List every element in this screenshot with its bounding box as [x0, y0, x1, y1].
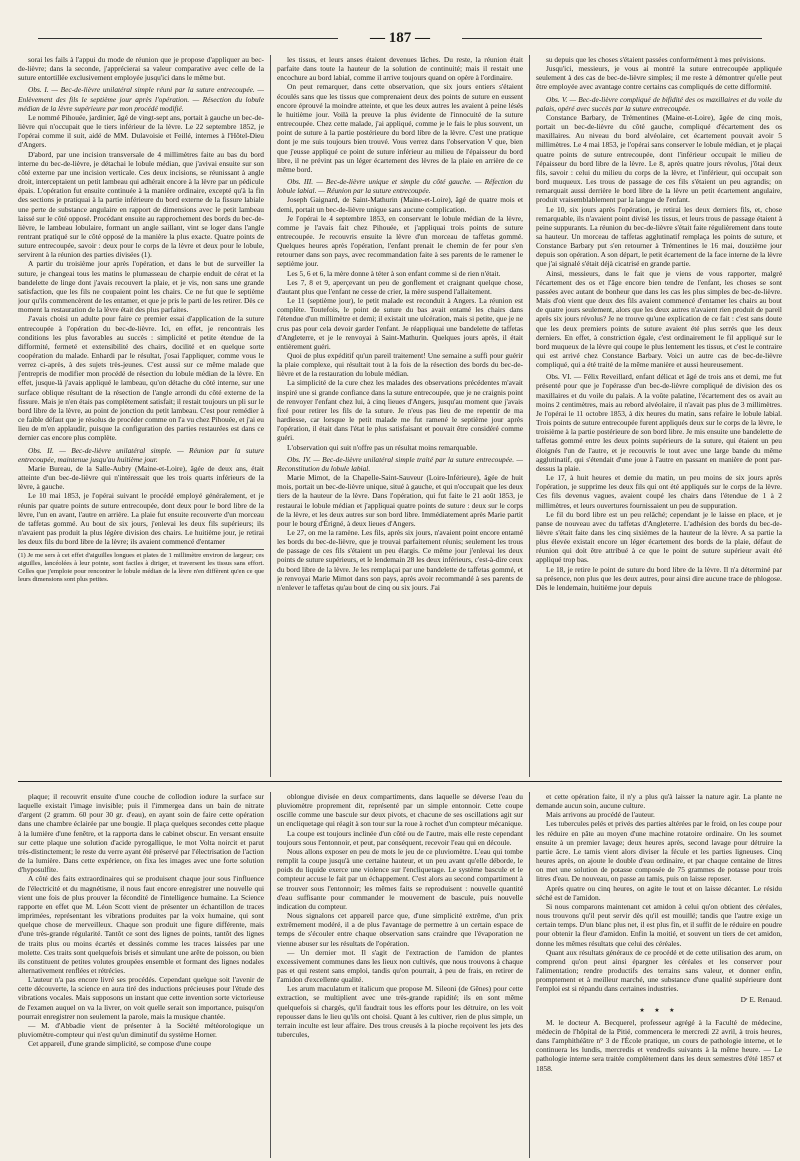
- paragraph: Quoi de plus expéditif qu'un pareil traitement! Une semaine a suffi pour guérir la plaie complexe, qui résultait tout à la fois de la résection des bords du bec-de-lièvre et de la restauration du lobule médian.: [277, 351, 523, 379]
- paragraph: Les tubercules pelés et privés des parties altérées par le froid, on les coupe pour les réduire en pâte au moyen d'une machine rotatoire ordinaire. On les soumet ensuite à un premier lavage; deux heures après, second lavage pour détruire la partie âcre. Le tamis vient alors diviser la fécule et les parties ligneuses. Cinq heures après, on ajoute le double d'eau ordinaire, et par chaque centaine de litres on met une solution de potasse composée de 75 grammes de potasse pour trois litres d'eau. De nouveau, on passe au tamis, puis on laisse reposer.: [536, 819, 782, 884]
- paragraph: La simplicité de la cure chez les malades des observations précédentes m'avait inspiré une si grande confiance dans la suture entrecoupée, que je ne craignis point de renvoyer l'enfant chez lui, à cinq lieues d'Angers, jusqu'au moment que j'avais fixé pour retirer les fils de la suture. Je n'eus pas lieu de me repentir de ma hardiesse, car lorsque le petit malade me fut ramené le septième jour après l'opération, il était dans l'état le plus satisfaisant et pouvait être considéré comme guéri.: [277, 378, 523, 443]
- lower-section: [18, 792, 782, 1158]
- paragraph: On peut remarquer, dans cette observation, que six jours entiers s'étaient écoulés sans que les tissus que comprenaient deux des points de suture en eussent encore éprouvé la moindre atteinte, et que les deux autres les avaient à peine lésés le huitième jour. Voilà la preuve la plus évidente de l'innocuité de la suture entrecoupée. Chez cette malade, j'ai appliqué, comme je le fais le plus souvent, un point de suture à la partie postérieure du bord libre de la lèvre. C'est une pratique dont je me suis toujours bien trouvé. Vous verrez dans l'observation V que, bien que j'eusse appliqué ce point de suture inférieur au milieu de l'épaisseur du bord libre, il ne prévint pas un léger écartement des lèvres de la plaie en arrière de ce même bord.: [277, 82, 523, 174]
- upper-column-3: [536, 55, 782, 777]
- column-divider: [529, 55, 536, 777]
- paragraph: Marie Bureau, de la Salle-Aubry (Maine-et-Loire), âgée de deux ans, était atteinte d'un bec-de-lièvre qui n'intéressait que les trois quarts inférieurs de la lèvre, à gauche.: [18, 463, 264, 492]
- paragraph: Ainsi, messieurs, dans le fait que je viens de vous rapporter, malgré l'écartement des os et l'âge encore bien tendre de l'enfant, les choses se sont passées avec autant de bonheur que dans les cas les plus simples de bec-de-lièvre. Mais d'où vient que deux des fils avaient commencé d'entamer les chairs au bout de quatre jours seulement, alors que les deux autres n'avaient rien produit de pareil après six jours révolus? Je ne trouve qu'une explication de ce fait : c'est sans doute que les deux premiers points de suture avaient été plus serrés que les deux derniers. En effet, à constriction égale, c'est ordinairement le fil appliqué sur le bord muqueux de la lèvre qui coupe le plus lentement les tissus, et c'est le contraire qui est arrivé chez Constance Barbary. Voici un autre cas de bec-de-lièvre compliqué, qui a été traité de la même manière et aussi heureusement.: [536, 268, 782, 370]
- paragraph: su depuis que les choses s'étaient passées conformément à mes prévisions.: [546, 55, 766, 64]
- paragraph: et cette opération faite, il n'y a plus qu'à laisser la nature agir. La plante ne demande aucun soin, aucune culture.: [536, 792, 782, 811]
- lower-column-1: [18, 792, 264, 1158]
- lower-column-2: [277, 792, 523, 1158]
- paragraph: — Un dernier mot. Il s'agit de l'extraction de l'amidon de plantes excessivement communes dans les lieux non cultivés, que nous trouvons à chaque pas et qui restent sans emploi, tandis qu'on pourrait, à peu de frais, en retirer de l'amidon d'excellente qualité.: [277, 947, 523, 985]
- paragraph: Les 7, 8 et 9, aperçevant un peu de gonflement et craignant quelque chose, d'autant plus que l'enfant ne cesse de crier, la mère suspend l'allaitement.: [277, 277, 523, 296]
- paragraph: Jusqu'ici, messieurs, je vous ai montré la suture entrecoupée appliquée seulement à des cas de bec-de-lièvre simples; il me reste à démontrer qu'elle peut être employée avec avantage contre certains cas compliqués de cette difformité.: [536, 64, 782, 92]
- observation-heading: Obs. II. — Bec-de-lièvre unilatéral simple. — Réunion par la suture entrecoupée, maintenue jusqu'au huitième jour.: [18, 445, 264, 464]
- paragraph: Marie Mimot, de la Chapelle-Saint-Sauveur (Loire-Inférieure), âgée de huit mois, portait un bec-de-lièvre unique, situé à gauche, et qui n'occupait que les deux tiers de la hauteur de la lèvre. Dans l'opération, qui fut faite le 21 août 1853, je restaurai le lobule médian et j'appliquai quatre points de suture : deux sur le corps de la lèvre, et les deux autres sur son bord libre. Immédiatement après Marie partit pour le bourg d'Érigné, à deux lieues d'Angers.: [277, 473, 523, 528]
- paragraph: M. le docteur A. Becquerel, professeur agrégé à la Faculté de médecine, médecin de l'hôpital de la Pitié, commencera le mercredi 22 avril, à trois heures, dans l'amphithéâtre n° 3 de l'École pratique, un cours de pathologie interne, et le continuera les lundis, mercredis et vendredis suivants à la même heure. — Le pathologie interne sera traitée complètement dans les deux semestres d'été 1857 et 1858.: [536, 1017, 782, 1073]
- paragraph: J'avais choisi un adulte pour faire ce premier essai d'application de la suture entrecoupée à l'opération du bec-de-lièvre. Ici, en effet, je rencontrais les conditions les plus favorables au succès : simplicité et petite étendue de la difformité, fermeté et extensibilité des chairs, docilité et en quelque sorte coopération du malade. Enhardi par le résultat, j'osai l'appliquer, comme vous le verrez ci-après, à des sujets très-jeunes. C'est aussi sur ce même malade que j'entrepris de modifier mon procédé de résection du lobule médian de la lèvre. En effet, jusque-là j'avais appliqué le lambeau, qu'on détache du côté interne, sur une surface oblique résultant de la résection de l'angle arrondi du côté externe de la fissure. Mais je n'en étais pas complètement satisfait; il restait toujours un pli sur le bord libre de la lèvre, au point de jonction du petit lambeau. C'est pour remédier à ce faible défaut que je résolus de procéder comme on l'a vu chez Pihouée, et j'ai eu lieu de m'en applaudir, puisque la configuration des parties restaurées est dans ce dernier cas encore plus complète.: [18, 314, 264, 443]
- paragraph: Le 11 (septième jour), le petit malade est reconduit à Angers. La réunion est complète. Toutefois, le point de suture du bas avait entamé les chairs dans l'étendue d'un millimètre et demi; il existait une ulcération, mais si petite, que je ne crus pas pour cela devoir garder l'enfant. Je réappliquai une bandelette de taffetas d'Angleterre, et je le renvoyai à Saint-Mathurin. Quelques jours après, il était entièrement guéri.: [277, 296, 523, 351]
- paragraph: Le 27, on me la ramène. Les fils, après six jours, n'avaient point encore entamé les bords du bec-de-lièvre, que je trouvai parfaitement réunis; seulement les trous de passage de ces fils s'étaient un peu élargis. Ce même jour j'enlevai les deux points de suture supérieurs, et le lendemain 28 les deux inférieurs, c'est-à-dire ceux du bord libre de la lèvre. Je les remplaçai par une bandelette de taffetas gommé, et je renvoyai Marie Mimot dans son pays, après avoir recommandé à ses parents de n'enlever le taffetas qu'au bout de cinq ou six jours. J'ai: [277, 527, 523, 592]
- paragraph: Je l'opérai le 4 septembre 1853, en conservant le lobule médian de la lèvre, comme je l'avais fait chez Pihouée, et j'appliquai trois points de suture entrecoupée. Je recouvris ensuite la lèvre d'un morceau de taffetas gommé. Quelques heures après l'opération, l'enfant prenait le chemin de fer pour s'en retourner dans son pays, avec recommandation faite à ses parents de le ramener le septième jour.: [277, 213, 523, 269]
- paragraph: Les 5, 6 et 6, la mère donne à téter à son enfant comme si de rien n'était.: [287, 268, 501, 278]
- footnote: (1) Je me sers à cet effet d'aiguilles longues et plates de 1 millimètre environ de largeur; ces aiguilles, lancéolées à leur pointe, sont faciles à diriger, et traversent les tissus sans effort. Celles que j'emploie pour rencontrer le lobule médian de la lèvre n'en diffèrent qu'en ce que leurs dimensions sont plus petites.: [18, 549, 264, 584]
- paragraph: Joseph Gaignard, de Saint-Mathurin (Maine-et-Loire), âgé de quatre mois et demi, portait un bec-de-lièvre unique sans aucune complication.: [277, 195, 523, 214]
- paragraph: Nous allons exposer en peu de mots le jeu de ce pluviomètre. L'eau qui tombe remplit la coupe jusqu'à une certaine hauteur, et un peu avant qu'elle déborde, le poids du liquide exerce une violence sur l'encliquetage. Le système bascule et le compteur accuse le fait par un échappement. C'est alors au second compartiment à se trouver sous l'entonnoir; les mêmes faits se reproduisent : nouvelle quantité d'eau suffisante pour commander le mouvement de bascule, puis nouvelle indication du compteur.: [277, 846, 523, 911]
- column-divider: [270, 55, 277, 777]
- paragraph: Le 10 mai 1853, je l'opérai suivant le procédé employé généralement, et je réunis par quatre points de suture entrecoupée, dont deux pour le bord libre de la lèvre, l'un en avant, l'autre en arrière. La plaie fut ensuite recouverte d'un morceau de taffetas gommé. Au bout de six jours, j'enlevai les deux fils supérieurs; ils n'avaient pas produit la plus légère division des chairs. Le huitième jour, je retirai les deux fils du bord libre de la lèvre; ils avaient commencé d'entamer: [18, 491, 264, 547]
- paragraph: sorai les fails à l'appui du mode de réunion que je propose d'appliquer au bec-de-lièvre; dans la seconde, j'apprécierai sa valeur comparative avec celle de la suture entortillée exclusivement employée jusqu'ici dans le même but.: [18, 55, 264, 83]
- section-stars: ★ ★ ★: [639, 1007, 679, 1014]
- author-signature: Dʳ E. Renaud.: [740, 995, 782, 1005]
- paragraph: L'observation qui suit n'offre pas un résultat moins remarquable.: [287, 442, 478, 452]
- header-rule-left: [38, 38, 338, 39]
- paragraph: Obs. VI. — Félix Reveillard, enfant délicat et âgé de trois ans et demi, me fut présenté pour que je l'opérasse d'un bec-de-lièvre compliqué de division des os maxillaires et du voile du palais. A la voûte palatine, l'écartement des os avait au moins 2 centimètres, mais au rebord alvéolaire, il n'avait pas plus de 3 millimètres. Je l'opérai le 11 octobre 1853, à dix heures du matin, sans refaire le lobule labial. Trois points de suture entrecoupée furent appliqués deux sur le corps de la lèvre, le troisième à la partie postérieure de son bord libre. Je mis ensuite une bandelette de taffetas gommé entre les deux points supérieurs de la suture, qui étaient un peu éloignés l'un de l'autre, et je recouvris le tout avec une large bande du même agglutinatif, qui s'étendait d'une joue à l'autre en passant en manière de pont par-dessus la plaie.: [536, 372, 782, 473]
- paragraph: Si nous comparons maintenant cet amidon à celui qu'on obtient des céréales, nous trouvons qu'il peut servir dès qu'il est mouillé; tandis que l'autre exige un certain temps. D'un blanc plus net, il est plus fin, et il suffit de le réduire en poudre pour obtenir la fleur d'amidon. Enfin la moitié, et souvent un tiers de cet amidon, donne les mêmes résultats que celui des céréales.: [536, 901, 782, 948]
- paragraph: D'abord, par une incision transversale de 4 millimètres faite au bas du bord interne du bec-de-lièvre, je détachai le lobule médian, que j'avivai ensuite sur son côté externe par une incision verticale. Ces deux incisions, se réunissant à angle droit, interceptaient un petit lambeau qui adhérait encore à la lèvre par un pédicule épais. L'opération fut ensuite continuée à la manière ordinaire, excepté qu'à la fin des sections je pratiquai à la partie inférieure du bord externe de la fissure labiale une perte de substance angulaire en rapport de dimensions avec le petit lambeau laissé sur le côté opposé. Procédant ensuite au rapprochement des bords du bec-de-lièvre, le lambeau lobulaire, formant un angle saillant, vint se loger dans l'angle rentrant pratiqué sur le côté opposé de la manière la plus exacte. Quatre points de suture entrecoupée, savoir : deux pour le corps de la lèvre et deux pour le lobule, servirent à la réunion des parties divisées (1).: [18, 149, 264, 260]
- paragraph: Constance Barbary, de Trémentines (Maine-et-Loire), âgée de cinq mois, portait un bec-de-lièvre du côté gauche, compliqué d'écartement des os maxillaires. Au niveau du bord alvéolaire, cet écartement pouvait avoir 5 millimètres. Le 4 mai 1853, je l'opérai sans conserver le lobule médian, et je plaçai quatre points de suture entrecoupée, dont l'inférieur occupait le milieu de l'épaisseur du bord libre de la lèvre. Le 8, après quatre jours révolus, j'ôtai deux fils, savoir : celui du milieu du corps de la lèvre, et l'inférieur, qui occupait son bord muqueux. Les trous de passage de ces fils s'étaient un peu agrandis; on remarquait aussi derrière le bord libre de la lèvre un petit écartement angulaire, produit vraisemblablement par la langue de l'enfant.: [536, 112, 782, 205]
- paragraph: Quant aux résultats généraux de ce procédé et de cette utilisation des arum, on comprend qu'on peut ainsi épargner les céréales et les conserver pour l'alimentation; rendre productifs des terrains sans valeur, et donner enfin, promptement et à meilleur marché, une substance d'une qualité supérieure dont l'emploi est si répandu dans certaines industries.: [536, 947, 782, 994]
- upper-column-2: [277, 55, 523, 777]
- paragraph: Nous signalons cet appareil parce que, d'une simplicité extrême, d'un prix extrêmement modéré, il a de plus l'avantage de permettre à un certain espace de temps de s'écouler entre chaque observation sans craindre que l'évaporation ne vienne abuser sur les résultats de l'opération.: [277, 911, 523, 948]
- page-number: — 187 —: [360, 30, 440, 47]
- paragraph: La coupe est toujours inclinée d'un côté ou de l'autre, mais elle reste cependant toujours sous l'entonnoir, et peut, par conséquent, recevoir l'eau qui en découle.: [277, 828, 523, 847]
- paragraph: Après quatre ou cinq heures, on agite le tout et on laisse décanter. Le résidu séché est de l'amidon.: [536, 883, 782, 902]
- column-divider: [270, 792, 277, 1158]
- lower-column-3: [536, 792, 782, 1158]
- paragraph: les tissus, et leurs anses étaient devenues lâches. Du reste, la réunion était parfaite dans toute la hauteur de la solution de continuité; mais il restait une encochure au bord labial, comme il arrive toujours quand on opère à l'ordinaire.: [277, 55, 523, 83]
- paragraph: oblongue divisée en deux compartiments, dans laquelle se déverse l'eau du pluviomètre proprement dit, représenté par un simple entonnoir. Cette coupe oscille comme une bascule sur deux pivots, et chacune de ses oscillations agit sur un encliquetage qui réagit à son tour sur la roue à rochet d'un compteur mécanique.: [277, 792, 523, 829]
- section-separator: [18, 781, 782, 782]
- paragraph: A partir du troisième jour après l'opération, et dans le but de surveiller la suture, je changeai tous les matins le plumasseau de charpie enduit de cérat et la bandelette de linge dont j'avais recouvert la plaie, et je vis, non sans une grande satisfaction, que les fils ne coupaient point les chairs. Ce ne fut que le septième jour qu'ils commencèrent de les entamer, et que je pris le parti de les retirer. Dès ce moment la restauration de la lèvre était des plus parfaites.: [18, 259, 264, 315]
- observation-heading: Obs. I. — Bec-de-lièvre unilatéral simple réuni par la suture entrecoupée. — Enlèvement des fils le septième jour après l'opération. — Résection du lobule médian de la lèvre supérieure par mon procédé modifié.: [18, 85, 264, 113]
- observation-heading: Obs. IV. — Bec-de-lièvre unilatéral simple traité par la suture entrecoupée. — Reconstitution du lobule labial.: [277, 454, 523, 473]
- column-divider: [529, 792, 536, 1158]
- paragraph: Les arum maculatum et italicum que propose M. Sileoni (de Gênes) pour cette extraction, se multiplient avec une très-grande rapidité; ils en sont même quelquefois si chargés, qu'il faudrait tous les efforts pour les détruire, on les voit repousser dans le lieu qu'ils ont choisi. Quant à les cultiver, rien de plus simple, un terrain inculte est leur affaire. Des trous creusés à la pioche reçoivent les jets des tubercules,: [277, 984, 523, 1040]
- paragraph: — M. d'Abbadie vient de présenter à la Société météorologique un pluviomètre-compteur qui n'est qu'un diminutif du système Horner.: [18, 1020, 264, 1040]
- observation-heading: Obs. III. — Bec-de-lièvre unique et simple du côté gauche. — Réfection du lobule labial. — Réunion par la suture entrecoupée.: [277, 177, 523, 196]
- paragraph: Le 17, à huit heures et demie du matin, un peu moins de six jours après l'opération, je supprime les deux fils qui ont été appliqués sur le corps de la lèvre. Ces fils devenus vagues, avaient coupé les chairs dans l'étendue de 1 à 2 millimètres, et leurs ouvertures fournissaient un peu de suppuration.: [536, 473, 782, 510]
- paragraph: Mais arrivons au procédé de l'auteur.: [546, 810, 655, 820]
- paragraph: Le 18, je retire le point de suture du bord libre de la lèvre. Il n'a déterminé par sa présence, non plus que les deux autres, pour ainsi dire aucune trace de phlogose. Dès le lendemain, huitième jour depuis: [536, 564, 782, 592]
- paragraph: Le nommé Pihouée, jardinier, âgé de vingt-sept ans, portait à gauche un bec-de-lièvre qui n'occupait que le tiers inférieur de la lèvre. Le 22 septembre 1852, je l'opérai comme il suit, aidé de MM. Dulavoisie et Feillé, internes à l'Hôtel-Dieu d'Angers.: [18, 112, 264, 150]
- paragraph: Le fil du bord libre est un peu relâché; cependant je le laisse en place, et je panse de nouveau avec du taffetas d'Angleterre. L'adhésion des bords du bec-de-lièvre s'était faite dans les cinq sixièmes de la hauteur de la lèvre. A sa partie la plus élevée existait encore un léger écartement des bords de la plaie, défaut de réunion qui doit être attribué à ce que le point de suture supérieur avait été appliqué trop bas.: [536, 509, 782, 565]
- paragraph: A côté des faits extraordinaires qui se produisent chaque jour sous l'influence de l'électricité et du magnétisme, il nous faut encore enregistrer une nouvelle qui vient une fois de plus prouver la fécondité de l'intelligence humaine. La Science rapporte en effet que M. Léon Scott vient de présenter un échantillon de traces imprimées, représentant les vibrations produites par la voix humaine, qui sont quelque chose de merveilleux. Chaque son produit une figure différente, mais d'une très-grande régularité. Tantôt ce sont des lignes de points, tantôt des lignes de traits plus ou moins écartés et dessinés comme les traces laissées par une molette. Ces traits sont quelquefois brisés et simulant une arête de poisson, ou bien ils constituent de petites volutes groupées ensemble et formant des lignes nodales alternativement renflées et rétrécies.: [18, 874, 264, 975]
- paragraph: L'auteur n'a pas encore livré ses procédés. Cependant quelque soit l'avenir de cette découverte, la science en aura tiré des inductions précieuses pour l'étude des vibrations vocales. Mais supposons un instant que cette invention sorte victorieuse de l'examen auquel on va la livrer, on voit quelle serait son importance, puisqu'on pourrait enregistrer non seulement la parole, mais la musique chantée.: [18, 975, 264, 1021]
- upper-column-1: [18, 55, 264, 777]
- observation-heading: Obs. V. — Bec-de-lièvre compliqué de bifidité des os maxillaires et du voile du palais, opéré avec succès par la suture entrecoupée.: [536, 94, 782, 113]
- header-rule-right: [462, 38, 762, 39]
- upper-section: [18, 55, 782, 777]
- paragraph: Le 10, six jours après l'opération, je retirai les deux derniers fils, et, chose remarquable, ils n'avaient point divisé les tissus, et leurs trous de passage étaient à peine suppurants. La réunion du bec-de-lièvre s'était faite régulièrement dans toute sa hauteur. Un morceau de taffetas agglutinatif remplaça les points de suture, et Constance Barbary put s'en retourner à Trémentines le 16 mai, douzième jour depuis son opération. A son départ, le petit écartement de la face interne de la lèvre que j'ai signalé s'était déjà cicatrisé en grande partie.: [536, 204, 782, 269]
- page-header: [18, 28, 782, 48]
- paragraph: Cet appareil, d'une grande simplicité, se compose d'une coupe: [28, 1039, 212, 1049]
- paragraph: plaque; il recouvrit ensuite d'une couche de collodion iodure la surface sur laquelle existait l'image invisible; puis il l'immergea dans un bain de nitrate d'argent (2 gramm. 60 pour 30 gr. d'eau), en ayant soin de faire cette opération dans une chambre éclairée par une bougie. Il plaça quelques secondes cette plaque à la lumière d'une fenêtre, et la rapporta dans le cabinet obscur. En versant ensuite sur cette plaque une solution d'acide pyrogallique, le mot Volta noircit et parut très-distinctement; le reste du verre ayant été préservé par l'électrisation de l'action de la lumière. Dans cette expérience, on fixa les images avec une forte solution d'hyposulfite.: [18, 792, 264, 875]
